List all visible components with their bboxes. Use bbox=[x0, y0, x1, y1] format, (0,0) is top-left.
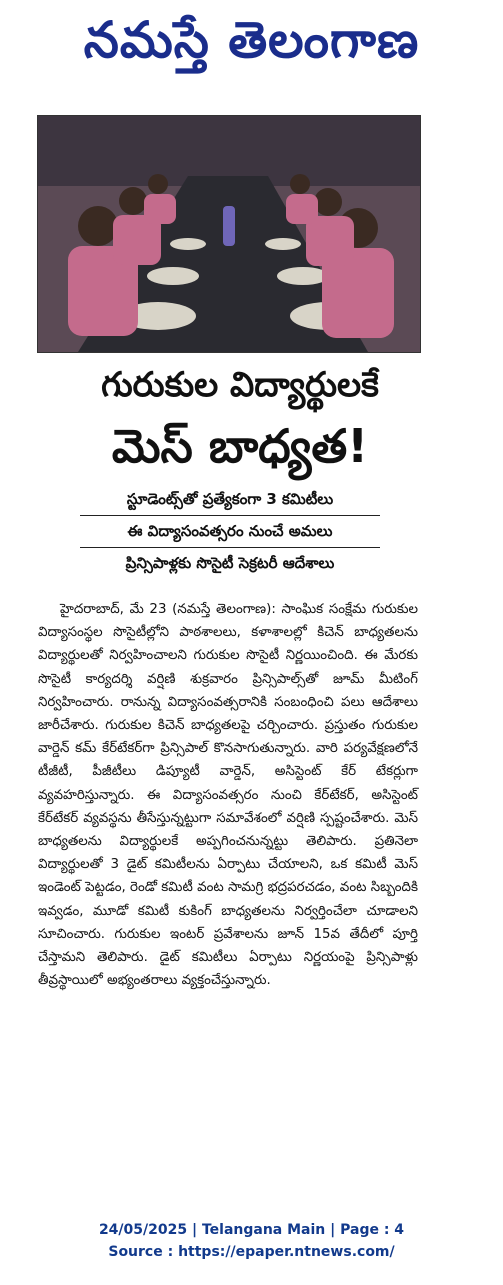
subheading: స్టూడెంట్స్‌తో ప్రత్యేకంగా 3 కమిటీలు bbox=[80, 484, 380, 516]
article-body bbox=[38, 598, 418, 992]
footer-date-edition: 24/05/2025 | Telangana Main | Page : 4 bbox=[98, 1222, 405, 1238]
article-photo bbox=[37, 115, 421, 353]
students-eating-illustration bbox=[38, 116, 420, 352]
footer-source: Source : https://epaper.ntnews.com/ bbox=[108, 1244, 395, 1260]
subheading: ప్రిన్సిపాళ్లకు సొసైటీ సెక్రటరీ ఆదేశాలు bbox=[125, 554, 335, 572]
subheadings bbox=[80, 484, 380, 579]
newspaper-masthead: నమస్తే తెలంగాణ bbox=[83, 11, 420, 69]
subheading: ఈ విద్యాసంవత్సరం నుంచే అమలు bbox=[80, 516, 380, 548]
headline-line-2: మెస్ బాధ్యత! bbox=[111, 419, 369, 473]
article-paragraph: హైదరాబాద్, మే 23 (నమస్తే తెలంగాణ): సాంఘిక సంక్షేమ గురుకుల విద్యాసంస్థల సొసైటీల్లోని పాఠశాలలు, కళాశాలల్లో కిచెన్ బాధ్యతలను విద్యార్థులతో నిర్వహించాలని గురుకుల సొసైటీ నిర్ణయించింది. ఈ మేరకు సొసైటీ కార్యదర్శి వర్షిణి శుక్రవారం ప్రిన్సిపాల్స్‌తో జూమ్ మీటింగ్ నిర్వహించారు. రానున్న విద్యాసంవత్సరానికి సంబంధించి పలు ఆదేశాలు జారీచేశారు. గురుకుల కిచెన్ బాధ్యతలపై చర్చించారు. ప్రస్తుతం గురుకుల వార్డెన్ కమ్ కేర్‌టేకర్‌గా ప్రిన్సిపాల్ కొనసాగుతున్నారు. వారి పర్యవేక్షణలోనే టీజీటీ, పీజీటీలు డిప్యూటీ వార్డెన్, అసిస్టెంట్ కేర్ టేకర్లుగా వ్యవహరిస్తున్నారు. ఈ విద్యాసంవత్సరం నుంచి కేర్‌టేకర్, అసిస్టెంట్ కేర్‌టేకర్ వ్యవస్థను తీసేస్తున్నట్టుగా సమావేశంలో వర్షిణి స్పష్టంచేశారు. మెస్ బాధ్యతలను విద్యార్థులకే అప్పగించనున్నట్టు తెలిపారు. ప్రతినెలా విద్యార్థులతో 3 డైట్ కమిటీలను ఏర్పాటు చేయాలని, ఒక కమిటీ మెస్ ఇండెంట్ పెట్టడం, రెండో కమిటీ వంట సామగ్రి భద్రపరచడం, వంట సిబ్బందికి ఇవ్వడం, మూడో కమిటీ కుకింగ్ బాధ్యతలను నిర్వర్తించేలా చూడాలని సూచించారు. గురుకుల ఇంటర్ ప్రవేశాలను జూన్ 15వ తేదీలో పూర్తి చేస్తామని తెలిపారు. డైట్ కమిటీలు ఏర్పాటు నిర్ణయంపై ప్రిన్సిపాళ్లు తీవ్రస్థాయిలో అభ్యంతరాలు వ్యక్తంచేస్తున్నారు. bbox=[38, 602, 419, 989]
headline-line-1: గురుకుల విద్యార్థులకే bbox=[101, 365, 379, 405]
